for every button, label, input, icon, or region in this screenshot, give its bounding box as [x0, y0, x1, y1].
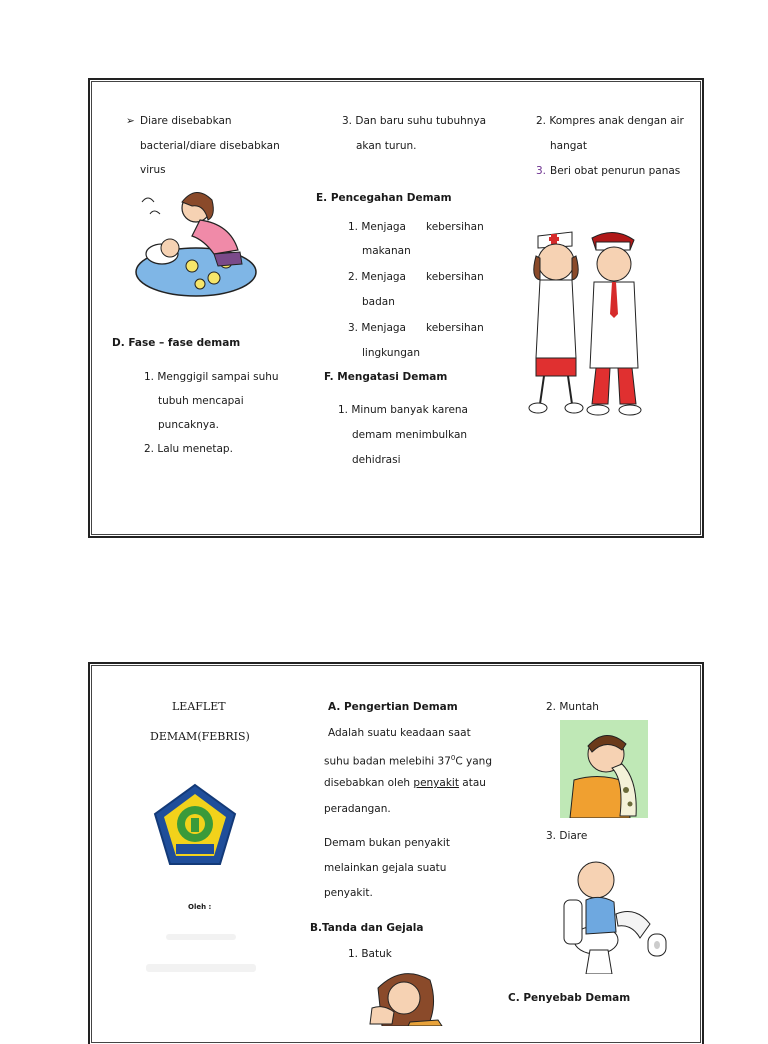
section-title-pencegahan: E. Pencegahan Demam: [316, 192, 452, 204]
text-line: 3. Dan baru suhu tubuhnya: [342, 115, 487, 127]
text-line: 1. Menggigil sampai suhu: [144, 371, 279, 383]
text-line: disebabkan oleh penyakit atau: [324, 777, 486, 789]
text-line: 1. Menjaga: [348, 221, 406, 233]
text-line: lingkungan: [362, 347, 420, 359]
leaflet-page-inner: [88, 78, 704, 538]
list-number: 3.: [536, 165, 547, 177]
text-line: kebersihan: [426, 271, 484, 283]
text-line: 2. Menjaga: [348, 271, 406, 283]
text-line: Demam bukan penyakit: [324, 837, 450, 849]
institution-logo: [152, 782, 238, 868]
section-title-mengatasi: F. Mengatasi Demam: [324, 371, 448, 383]
redacted-author-line: [146, 964, 256, 972]
section-title-fase: D. Fase – fase demam: [112, 337, 241, 349]
nurse-doctor-illustration: [526, 218, 656, 422]
text-line: bacterial/diare disebabkan: [140, 140, 280, 152]
text-line: Diare disebabkan: [140, 115, 232, 127]
text-line: 2. Lalu menetap.: [144, 443, 233, 455]
text-line: tubuh mencapai: [158, 395, 244, 407]
text-line: kebersihan: [426, 221, 484, 233]
text-line: makanan: [362, 245, 411, 257]
redacted-author-line: [166, 934, 236, 940]
leaflet-cover-page: [88, 662, 704, 1044]
text-line: demam menimbulkan: [352, 429, 468, 441]
text-line: virus: [140, 164, 166, 176]
leaflet-title: LEAFLET: [172, 700, 226, 713]
text-line: dehidrasi: [352, 454, 401, 466]
text-line: Beri obat penurun panas: [550, 165, 681, 177]
section-title-pengertian: A. Pengertian Demam: [328, 701, 458, 713]
text-line: badan: [362, 296, 395, 308]
text-line: peradangan.: [324, 803, 391, 815]
mother-sick-child-illustration: [134, 180, 264, 300]
vomiting-child-illustration: [560, 720, 648, 818]
text-line: akan turun.: [356, 140, 417, 152]
text-line: penyakit.: [324, 887, 373, 899]
author-label: Oleh :: [188, 903, 212, 911]
leaflet-subtitle: DEMAM(FEBRIS): [150, 730, 250, 743]
text-line: 3. Menjaga: [348, 322, 406, 334]
text-line: hangat: [550, 140, 587, 152]
text-line: 2. Kompres anak dengan air: [536, 115, 684, 127]
text-line: suhu badan melebihi $37^0C$ yang: [324, 754, 492, 768]
text-line: puncaknya.: [158, 419, 219, 431]
bullet-arrow: ➢: [126, 115, 135, 127]
text-line: 1. Batuk: [348, 948, 392, 960]
text-line: kebersihan: [426, 322, 484, 334]
text-line: 1. Minum banyak karena: [338, 404, 468, 416]
section-title-tanda: B.Tanda dan Gejala: [310, 922, 424, 934]
text-line: melainkan gejala suatu: [324, 862, 447, 874]
section-title-penyebab: C. Penyebab Demam: [508, 992, 631, 1004]
child-on-toilet-illustration: [556, 850, 672, 974]
text-line: Adalah suatu keadaan saat: [328, 727, 471, 739]
text-line: 3. Diare: [546, 830, 588, 842]
text-line: 2. Muntah: [546, 701, 599, 713]
coughing-child-illustration: [358, 964, 458, 1026]
